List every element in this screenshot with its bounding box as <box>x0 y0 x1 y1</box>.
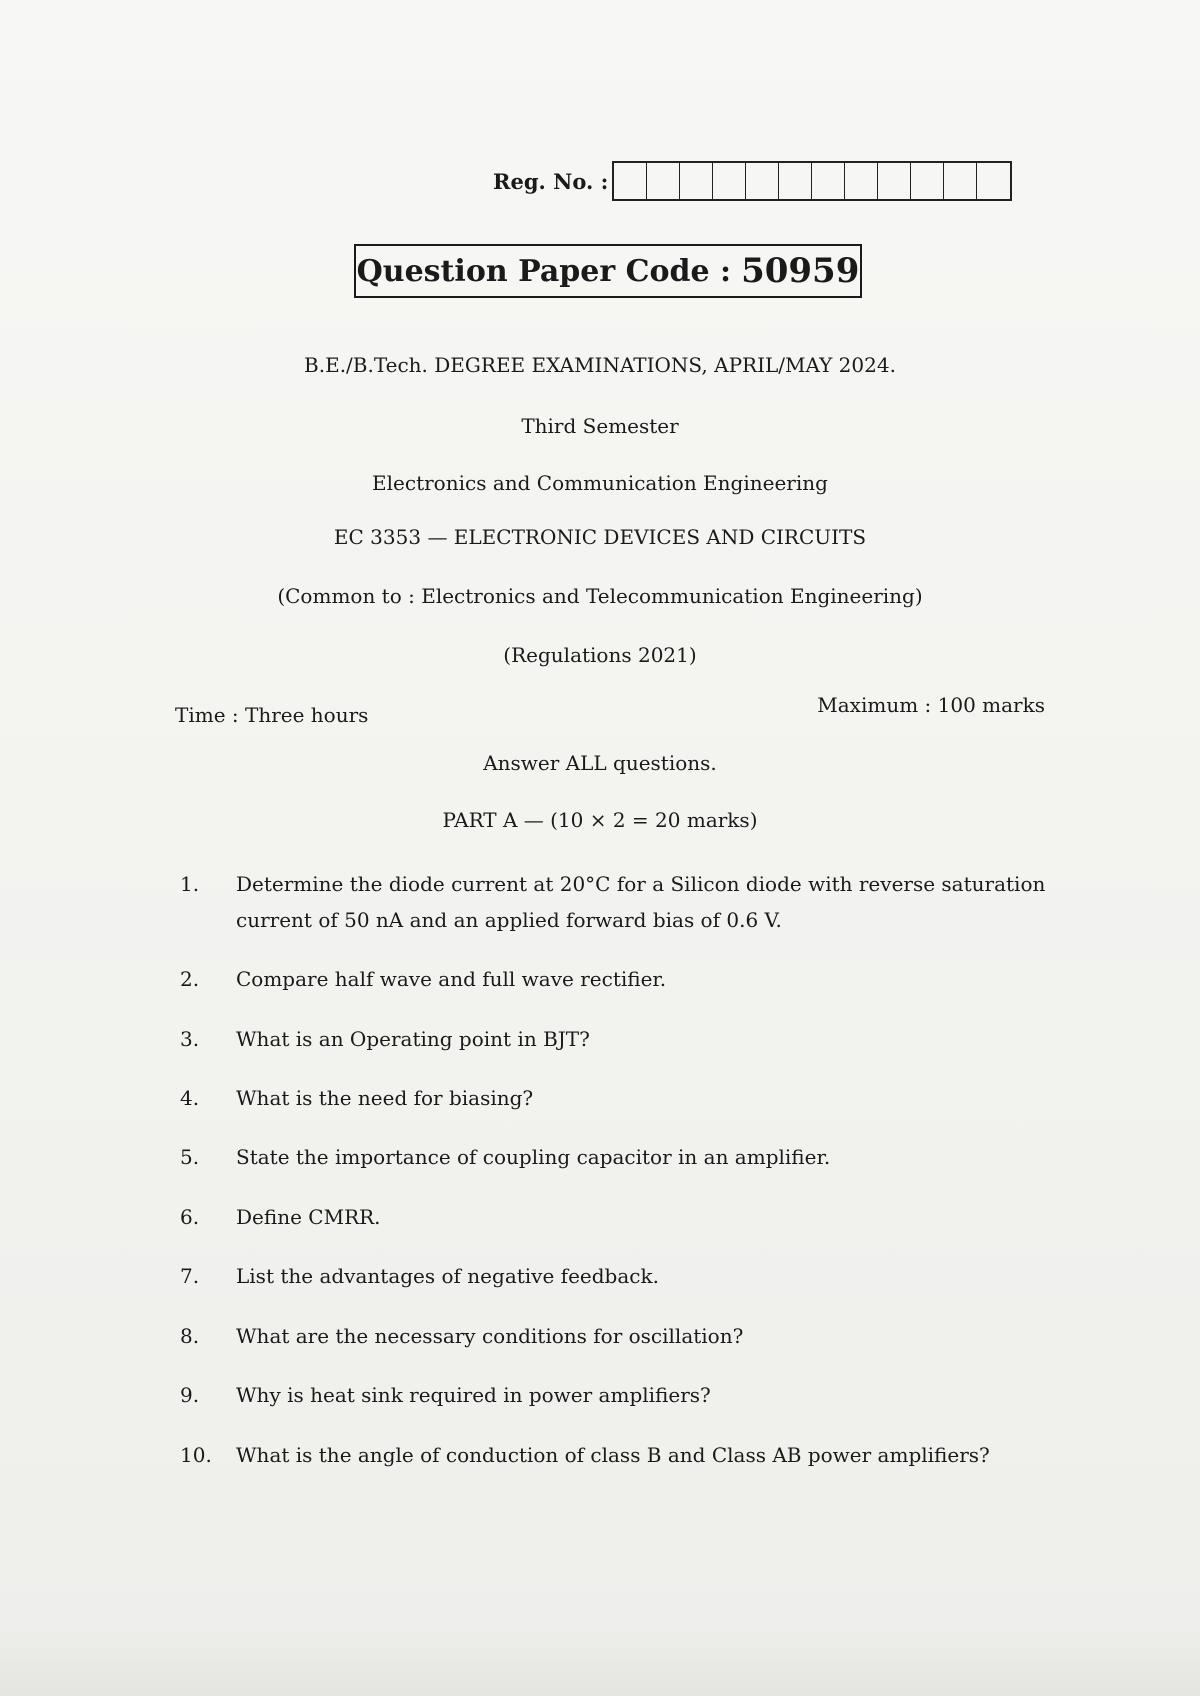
reg-number-box <box>779 163 812 199</box>
question-text: Why is heat sink required in power amplifiers? <box>236 1383 711 1407</box>
question-number: 3. <box>180 1027 200 1051</box>
department: Electronics and Communication Engineering <box>372 471 828 495</box>
exam-duration: Time : Three hours <box>175 703 369 727</box>
question-item <box>180 1318 1060 1354</box>
question-text: What is the angle of conduction of class B and Class AB power amplifiers? <box>236 1443 990 1467</box>
part-a-heading: PART A — (10 × 2 = 20 marks) <box>442 808 758 832</box>
question-number: 2. <box>180 967 200 991</box>
question-text: State the importance of coupling capacitor in an amplifier. <box>236 1145 831 1169</box>
maximum-marks: Maximum : 100 marks <box>817 693 1045 717</box>
instruction: Answer ALL questions. <box>483 751 717 775</box>
reg-number-row <box>493 163 1012 199</box>
exam-title: B.E./B.Tech. DEGREE EXAMINATIONS, APRIL/MAY 2024. <box>304 353 896 377</box>
question-item <box>180 1437 1060 1473</box>
question-text: List the advantages of negative feedback. <box>236 1264 659 1288</box>
reg-number-box <box>713 163 746 199</box>
question-item <box>180 1139 1060 1175</box>
question-item <box>180 1258 1060 1294</box>
reg-number-box <box>680 163 713 199</box>
question-number: 5. <box>180 1145 200 1169</box>
reg-number-box <box>614 163 647 199</box>
reg-number-box <box>977 163 1010 199</box>
question-text: Define CMRR. <box>236 1205 381 1229</box>
question-number: 1. <box>180 872 200 896</box>
reg-number-box <box>944 163 977 199</box>
question-number: 9. <box>180 1383 200 1407</box>
question-text: What is an Operating point in BJT? <box>236 1027 590 1051</box>
question-text: Determine the diode current at 20°C for a Silicon diode with reverse saturation current of 50 nA and an applied forward bias of 0.6 V. <box>236 872 1046 932</box>
question-item <box>180 961 1060 997</box>
question-number: 8. <box>180 1324 200 1348</box>
question-paper-code <box>354 244 862 298</box>
reg-number-box <box>845 163 878 199</box>
question-item <box>180 866 1060 938</box>
page-bottom-edge <box>0 1620 1200 1696</box>
question-text: What are the necessary conditions for oscillation? <box>236 1324 744 1348</box>
reg-number-label: Reg. No. : <box>493 168 609 194</box>
question-text: Compare half wave and full wave rectifier. <box>236 967 667 991</box>
question-number: 10. <box>180 1443 212 1467</box>
question-text: What is the need for biasing? <box>236 1086 534 1110</box>
question-item <box>180 1021 1060 1057</box>
question-item <box>180 1377 1060 1413</box>
question-number: 4. <box>180 1086 200 1110</box>
semester: Third Semester <box>521 414 679 438</box>
common-to: (Common to : Electronics and Telecommunication Engineering) <box>277 584 923 608</box>
reg-number-box <box>812 163 845 199</box>
reg-number-box <box>878 163 911 199</box>
reg-number-boxes <box>612 161 1012 201</box>
reg-number-box <box>746 163 779 199</box>
paper-code-label: Question Paper Code : <box>356 253 732 289</box>
question-item <box>180 1199 1060 1235</box>
course-title: EC 3353 — ELECTRONIC DEVICES AND CIRCUITS <box>333 525 867 549</box>
question-number: 7. <box>180 1264 200 1288</box>
reg-number-box <box>647 163 680 199</box>
regulations: (Regulations 2021) <box>503 643 697 667</box>
question-number: 6. <box>180 1205 200 1229</box>
paper-code-number: 50959 <box>741 251 860 291</box>
question-item <box>180 1080 1060 1116</box>
reg-number-box <box>911 163 944 199</box>
